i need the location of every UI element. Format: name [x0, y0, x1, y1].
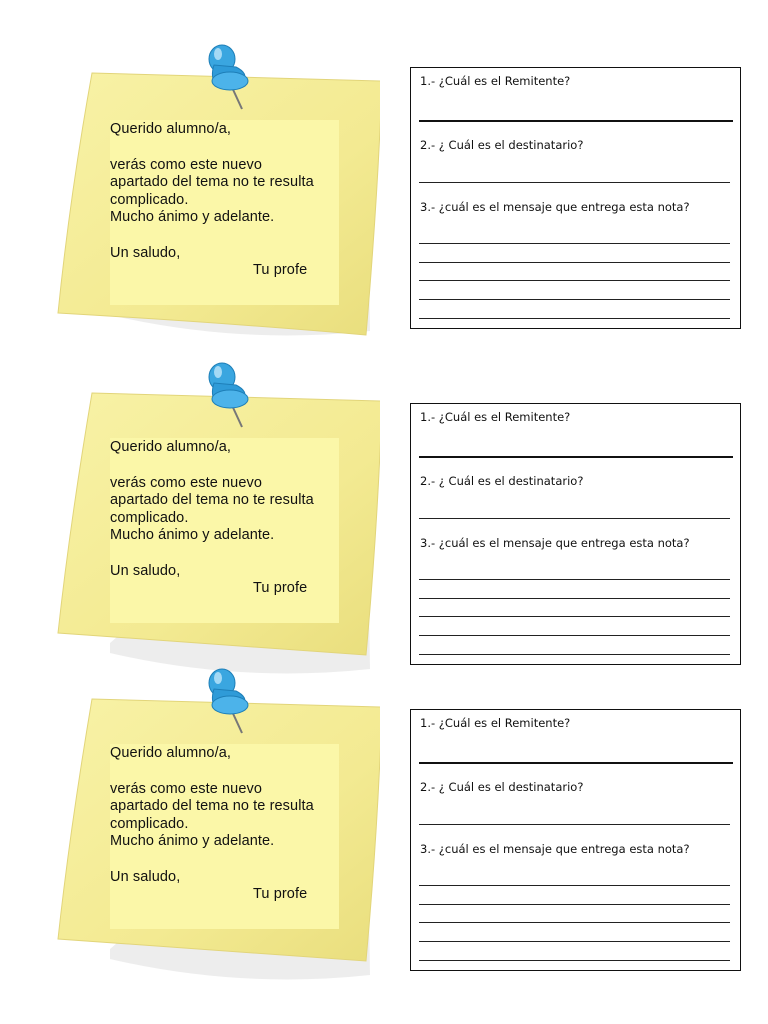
answer-line[interactable]	[419, 243, 730, 244]
question-remitente: 1.- ¿Cuál es el Remitente?	[420, 716, 571, 730]
answer-line[interactable]	[419, 635, 730, 636]
note-body-line: apartado del tema no te resulta	[110, 492, 314, 508]
note-body-line: complicado.	[110, 509, 189, 526]
answer-line[interactable]	[419, 824, 730, 825]
note-body-line: complicado.	[110, 191, 189, 208]
question-destinatario: 2.- ¿ Cuál es el destinatario?	[420, 138, 584, 152]
sticky-note	[40, 383, 380, 673]
note-signature: Tu profe	[253, 886, 308, 902]
answer-line[interactable]	[419, 616, 730, 617]
question-box	[410, 709, 741, 971]
answer-line[interactable]	[419, 456, 733, 458]
question-destinatario: 2.- ¿ Cuál es el destinatario?	[420, 474, 584, 488]
answer-line[interactable]	[419, 941, 730, 942]
answer-line[interactable]	[419, 579, 730, 580]
sticky-note	[40, 689, 380, 979]
answer-line[interactable]	[419, 318, 730, 319]
note-body-line: Mucho ánimo y adelante.	[110, 527, 275, 543]
answer-line[interactable]	[419, 120, 733, 122]
note-body-line: Mucho ánimo y adelante.	[110, 833, 275, 849]
question-box	[410, 403, 741, 665]
note-greeting: Querido alumno/a,	[110, 121, 231, 137]
answer-line[interactable]	[419, 654, 730, 655]
note-closing: Un saludo,	[110, 868, 181, 885]
note-message	[110, 121, 340, 280]
pushpin-icon	[200, 667, 270, 747]
note-signature: Tu profe	[253, 262, 308, 278]
question-box	[410, 67, 741, 329]
answer-line[interactable]	[419, 280, 730, 281]
answer-line[interactable]	[419, 299, 730, 300]
question-remitente: 1.- ¿Cuál es el Remitente?	[420, 410, 571, 424]
answer-line[interactable]	[419, 762, 733, 764]
answer-line[interactable]	[419, 182, 730, 183]
activity-card-1	[0, 45, 768, 345]
note-body-line: apartado del tema no te resulta	[110, 798, 314, 814]
question-destinatario: 2.- ¿ Cuál es el destinatario?	[420, 780, 584, 794]
note-greeting: Querido alumno/a,	[110, 439, 231, 455]
note-body-line: verás como este nuevo	[110, 780, 263, 797]
note-body-line: complicado.	[110, 815, 189, 832]
question-mensaje: 3.- ¿cuál es el mensaje que entrega esta nota?	[420, 842, 690, 856]
pushpin-icon	[200, 361, 270, 441]
question-remitente: 1.- ¿Cuál es el Remitente?	[420, 74, 571, 88]
note-message	[110, 439, 340, 598]
answer-line[interactable]	[419, 960, 730, 961]
answer-line[interactable]	[419, 262, 730, 263]
question-mensaje: 3.- ¿cuál es el mensaje que entrega esta nota?	[420, 200, 690, 214]
question-mensaje: 3.- ¿cuál es el mensaje que entrega esta nota?	[420, 536, 690, 550]
sticky-note	[40, 45, 380, 335]
note-body-line: verás como este nuevo	[110, 156, 263, 173]
answer-line[interactable]	[419, 518, 730, 519]
answer-line[interactable]	[419, 885, 730, 886]
note-closing: Un saludo,	[110, 562, 181, 579]
answer-line[interactable]	[419, 904, 730, 905]
note-body-line: Mucho ánimo y adelante.	[110, 209, 275, 225]
activity-card-3	[0, 689, 768, 989]
note-closing: Un saludo,	[110, 244, 181, 261]
answer-line[interactable]	[419, 598, 730, 599]
note-greeting: Querido alumno/a,	[110, 745, 231, 761]
activity-card-2	[0, 383, 768, 683]
note-body-line: apartado del tema no te resulta	[110, 174, 314, 190]
note-body-line: verás como este nuevo	[110, 474, 263, 491]
answer-line[interactable]	[419, 922, 730, 923]
note-message	[110, 745, 340, 904]
note-signature: Tu profe	[253, 580, 308, 596]
pushpin-icon	[200, 43, 270, 123]
